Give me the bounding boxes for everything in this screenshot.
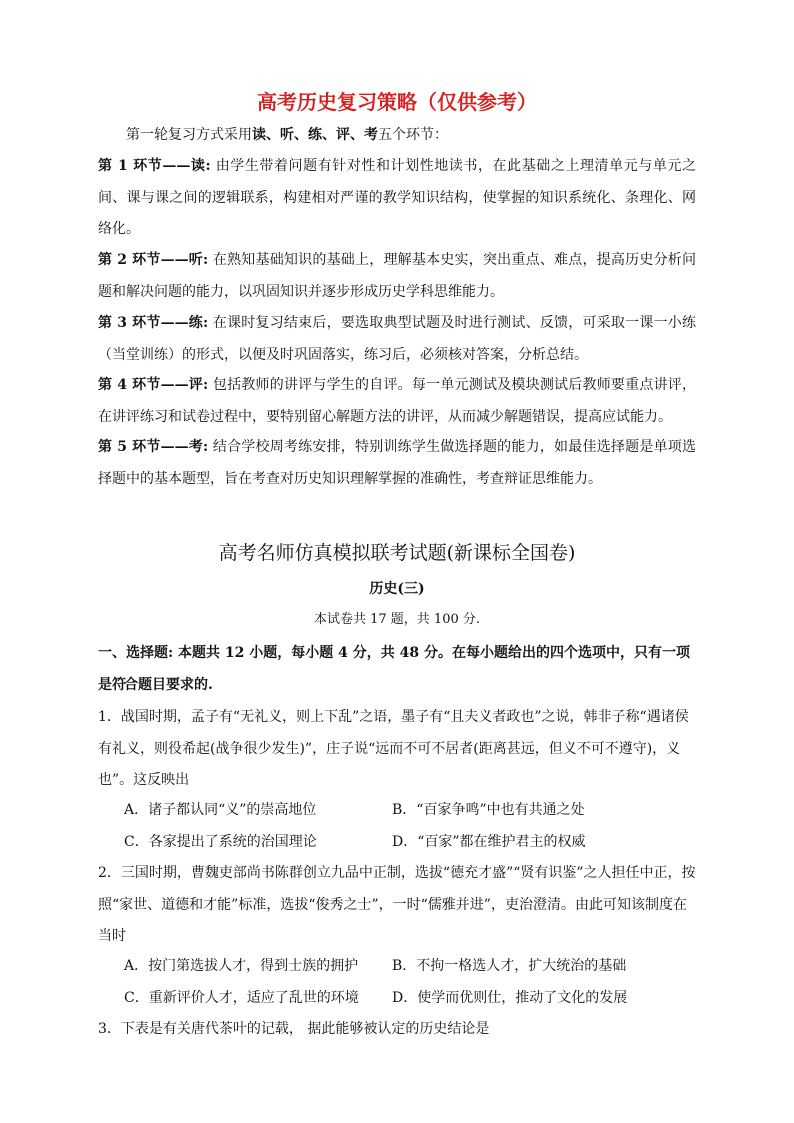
exam-subject: 历史(三) [369,581,425,597]
step-text: 包括教师的讲评与学生的自评。每一单元测试及模块测试后教师要重点讲评，在讲评练习和试卷过程中，要特别留心解题方法的讲评，从而减少解题错误，提高应试能力。 [98,377,696,425]
step-text: 结合学校周考练安排，特别训练学生做选择题的能力，如最佳选择题是单项选择题中的基本题型，旨在考查对历史知识理解掌握的准确性，考查辩证思维能力。 [98,439,696,487]
step-text: 在熟知基础知识的基础上，理解基本史实，突出重点、难点，提高历史分析问题和解决问题的能力，以巩固知识并逐步形成历史学科思维能力。 [98,252,696,300]
option-b: B．不拘一格选人才，扩大统治的基础 [392,958,627,974]
option-b: B．“百家争鸣”中也有共通之处 [392,802,585,818]
strategy-intro [98,120,696,152]
strategy-title: 高考历史复习策略（仅供参考） [257,90,537,114]
step-text: 由学生带着问题有针对性和计划性地读书，在此基础之上理清单元与单元之间、课与课之间的逻辑联系，构建相对严谨的教学知识结构，使掌握的知识系统化、条理化、网络化。 [98,158,696,237]
exam-note: 本试卷共 17 题，共 100 分. [313,612,481,627]
section-heading-line-1: 一、选择题: 本题共 12 小题，每小题 4 分，共 48 分。在每小题给出的四个选项中，只有一项是符 [98,645,690,693]
option-a: A．诸子都认同“义”的崇高地位 [124,802,317,818]
intro-prefix: 第一轮复习方式采用 [126,127,252,143]
option-a: A．按门第选拔人才，得到士族的拥护 [124,958,359,974]
exam-title: 高考名师仿真模拟联考试题(新课标全国卷) [218,542,576,564]
option-d: D．使学而优则仕，推动了文化的发展 [392,989,628,1006]
question-2-stem: 2．三国时期，曹魏吏部尚书陈群创立九品中正制，选拔“德充才盛”“贤有识鉴”之人担任中正，按照“家世、道德和才能”标准，选拔“俊秀之士”，一时“儒雅并进”，吏治澄清。由此可知该制度在当时 [98,865,696,944]
strategy-step-1 [98,151,696,246]
option-c: C．各家提出了系统的治国理论 [124,833,317,850]
option-c: C．重新评价人才，适应了乱世的环境 [124,989,359,1006]
option-d: D．“百家”都在维护君主的权威 [392,833,586,850]
step-label: 第 1 环节——读: [98,158,211,174]
section-heading-line-2: 合题目要求的. [124,677,213,693]
intro-bold: 读、听、练、评、考 [252,127,378,143]
question-1-stem: 1．战国时期，孟子有“无礼义，则上下乱”之语，墨子有“且夫义者政也”之说，韩非子称“遇诸侯有礼义，则役希起(战争很少发生)”，庄子说“远而不可不居者(距离甚远，但义不可不遵守)，义也”。这反映出 [98,709,689,788]
step-label: 第 4 环节——评: [98,377,209,393]
strategy-step-3 [98,308,696,371]
intro-suffix: 五个环节： [378,127,448,143]
step-label: 第 3 环节——练: [98,315,209,331]
question-3-stem: 3．下表是有关唐代茶叶的记载， 据此能够被认定的历史结论是 [98,1021,490,1037]
step-label: 第 2 环节——听: [98,252,209,268]
question-2-options [124,951,694,1014]
step-text: 在课时复习结束后，要选取典型试题及时进行测试、反馈，可采取一课一小练（当堂训练）的形式，以便及时巩固落实，练习后，必须核对答案，分析总结。 [98,315,696,363]
step-label: 第 5 环节——考: [98,439,209,455]
strategy-step-5 [98,432,696,495]
question-1-options [124,795,694,858]
strategy-step-4 [98,370,696,433]
strategy-step-2 [98,245,696,308]
